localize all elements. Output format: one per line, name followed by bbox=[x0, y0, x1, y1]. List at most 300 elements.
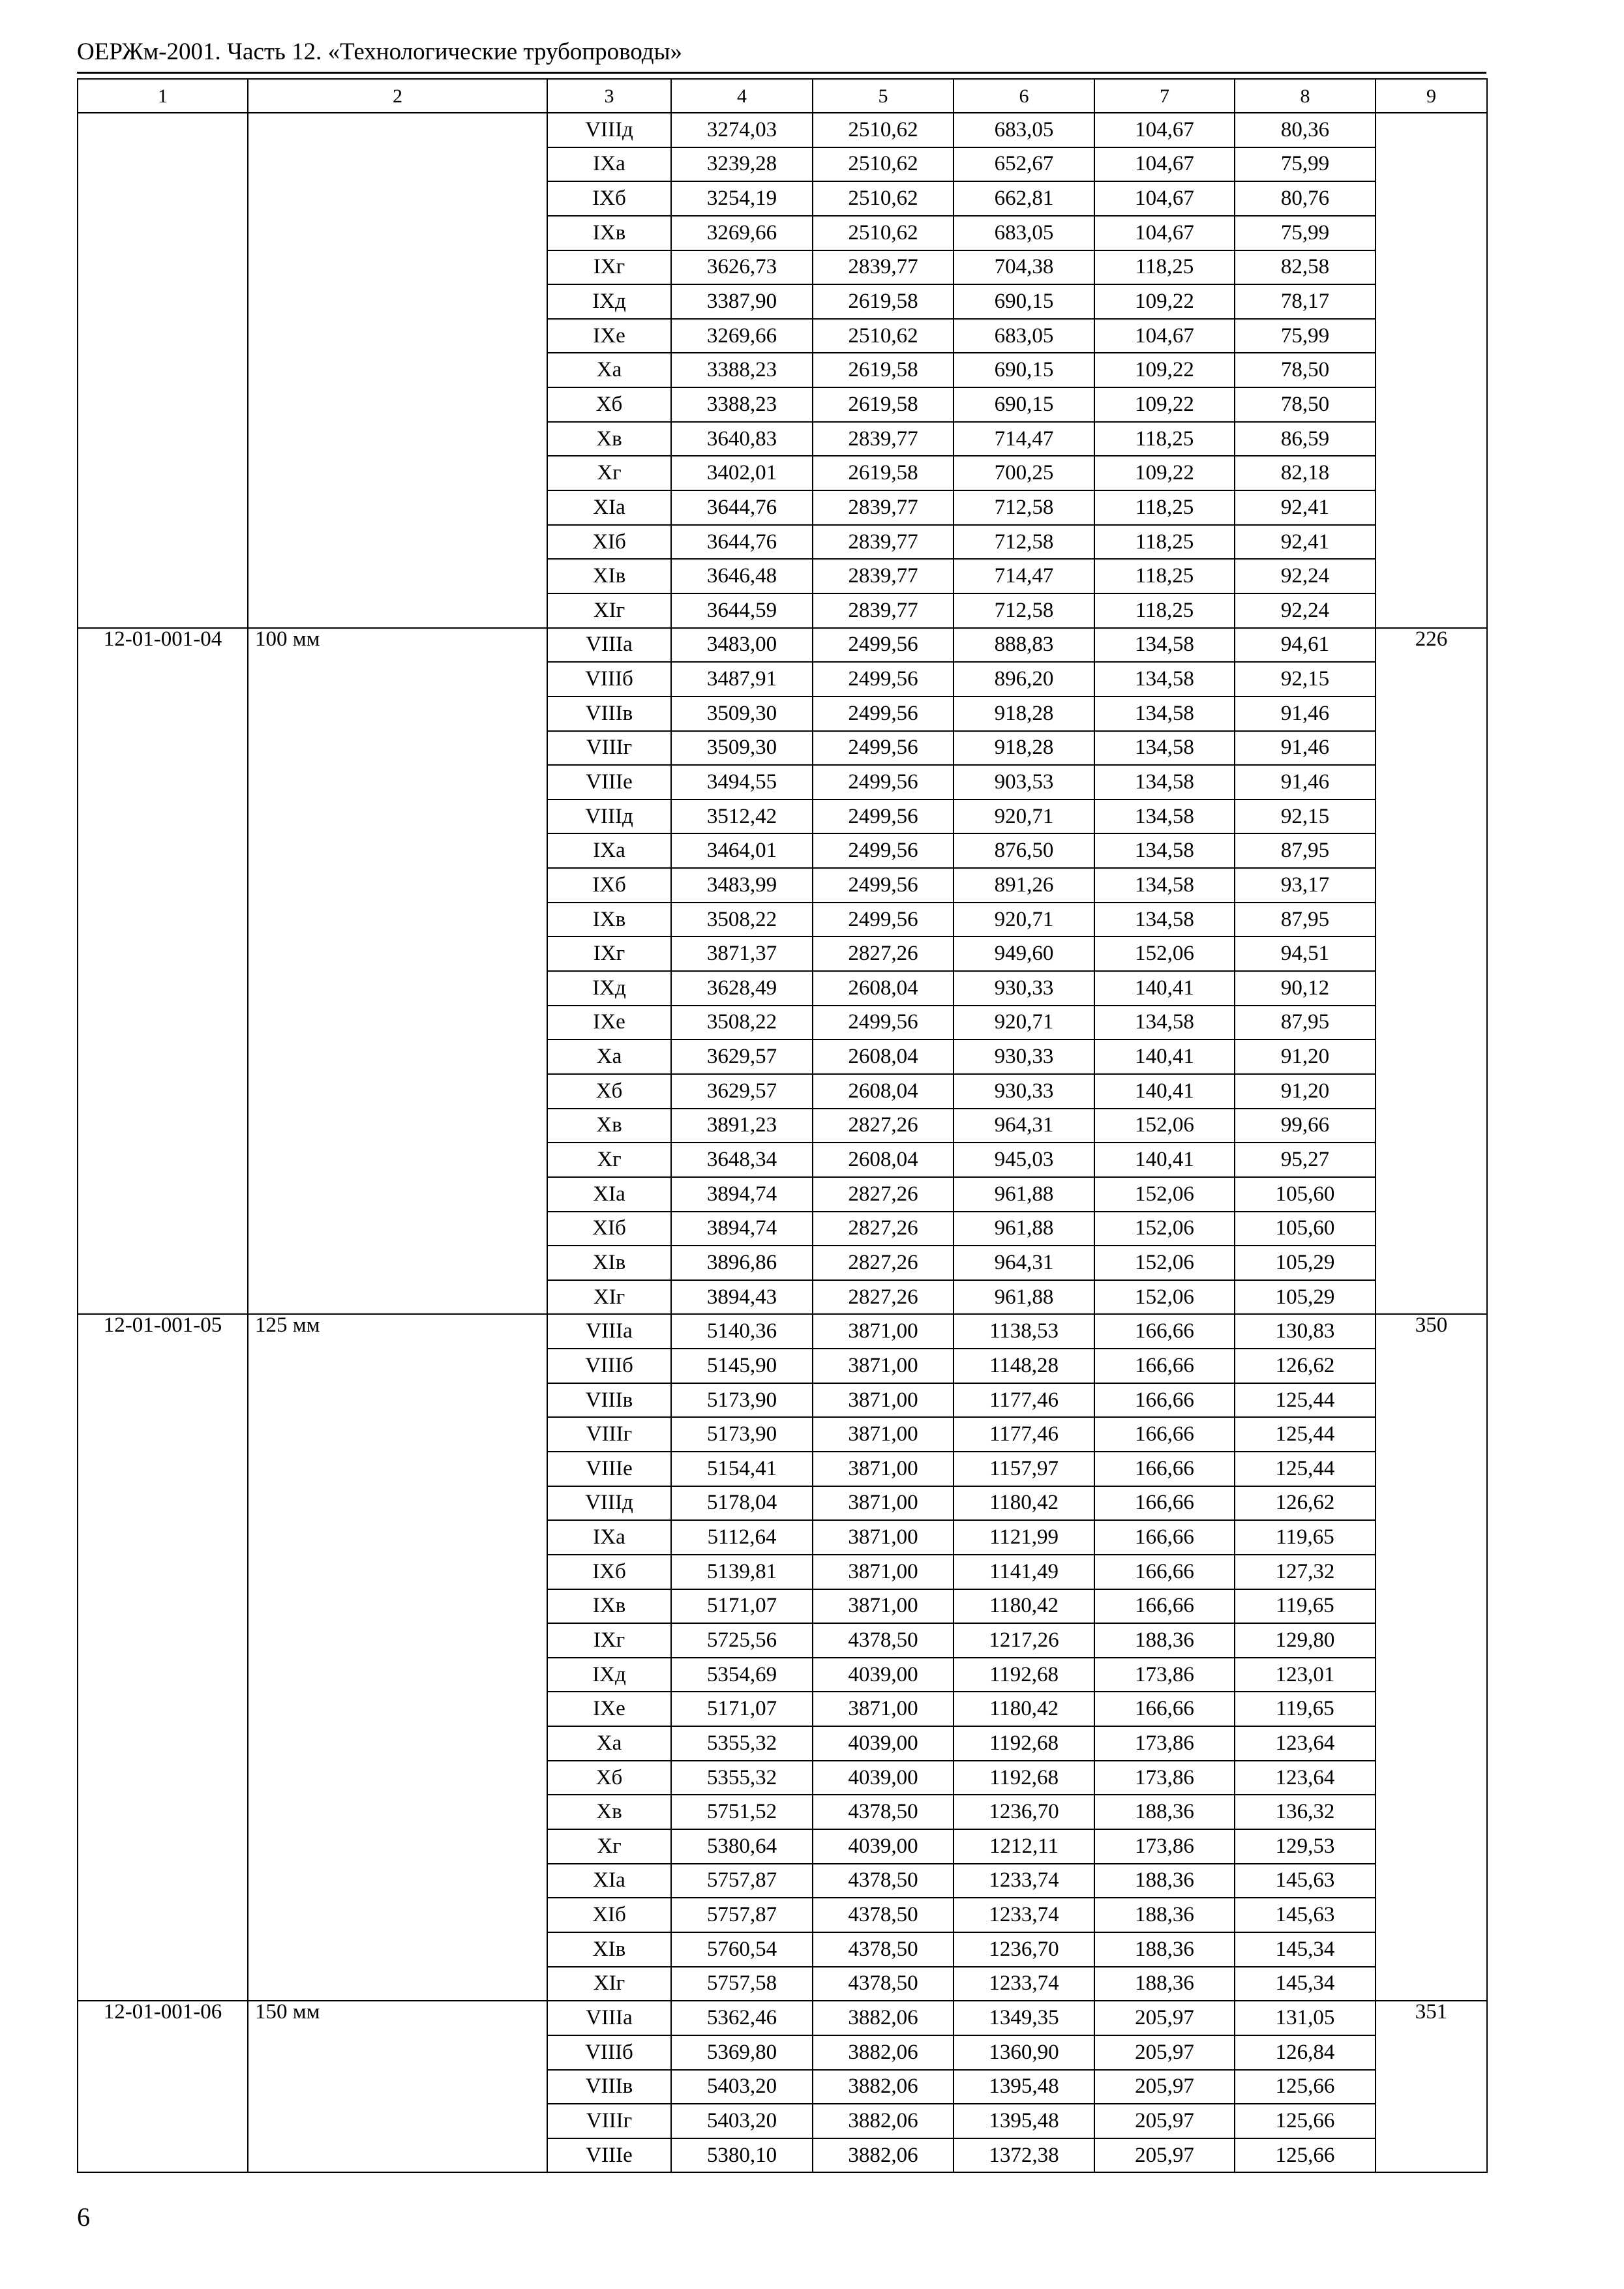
value-cell-col6: 1236,70 bbox=[954, 1932, 1094, 1967]
value-cell-col8: 92,24 bbox=[1235, 593, 1376, 628]
value-cell-col8: 145,34 bbox=[1235, 1932, 1376, 1967]
value-cell-col7: 104,67 bbox=[1094, 147, 1235, 182]
value-cell-col5: 2839,77 bbox=[813, 422, 954, 456]
value-cell-col6: 1192,68 bbox=[954, 1726, 1094, 1761]
value-cell-col7: 188,36 bbox=[1094, 1932, 1235, 1967]
rate-code-cell bbox=[78, 1417, 248, 1452]
value-cell-col6: 1217,26 bbox=[954, 1623, 1094, 1658]
zone-cell: IXв bbox=[547, 903, 671, 937]
zone-cell: Xг bbox=[547, 1143, 671, 1177]
table-row bbox=[78, 2035, 1487, 2070]
value-cell-col8: 90,12 bbox=[1235, 971, 1376, 1006]
rate-code-cell bbox=[78, 1143, 248, 1177]
value-cell-col5: 4378,50 bbox=[813, 1932, 954, 1967]
value-cell-col7: 152,06 bbox=[1094, 936, 1235, 971]
value-cell-col5: 2510,62 bbox=[813, 147, 954, 182]
value-cell-col8: 86,59 bbox=[1235, 422, 1376, 456]
value-cell-col7: 109,22 bbox=[1094, 456, 1235, 490]
value-cell-col9 bbox=[1376, 1761, 1487, 1795]
value-cell-col9 bbox=[1376, 1452, 1487, 1486]
value-cell-col6: 714,47 bbox=[954, 559, 1094, 593]
page-header-title: ОЕРЖм-2001. Часть 12. «Технологические трубопроводы» bbox=[77, 38, 682, 65]
rate-code-cell bbox=[78, 1589, 248, 1624]
value-cell-col6: 1233,74 bbox=[954, 1864, 1094, 1898]
value-cell-col5: 2839,77 bbox=[813, 490, 954, 525]
value-cell-col6: 964,31 bbox=[954, 1109, 1094, 1143]
value-cell-col5: 4039,00 bbox=[813, 1726, 954, 1761]
pipe-diameter-cell bbox=[248, 422, 547, 456]
value-cell-col8: 129,53 bbox=[1235, 1829, 1376, 1864]
value-cell-col5: 2839,77 bbox=[813, 525, 954, 560]
value-cell-col4: 3648,34 bbox=[671, 1143, 813, 1177]
zone-cell: XIв bbox=[547, 1246, 671, 1280]
rate-code-cell bbox=[78, 1520, 248, 1555]
value-cell-col4: 3646,48 bbox=[671, 559, 813, 593]
table-row bbox=[78, 868, 1487, 903]
pipe-diameter-cell bbox=[248, 147, 547, 182]
rate-code-cell bbox=[78, 2035, 248, 2070]
rate-code-cell bbox=[78, 1692, 248, 1726]
value-cell-col4: 3508,22 bbox=[671, 903, 813, 937]
value-cell-col8: 92,41 bbox=[1235, 490, 1376, 525]
pipe-diameter-cell bbox=[248, 1967, 547, 2001]
value-cell-col5: 2619,58 bbox=[813, 353, 954, 387]
value-cell-col5: 2827,26 bbox=[813, 1109, 954, 1143]
value-cell-col9: 351 bbox=[1376, 2001, 1487, 2035]
value-cell-col5: 3871,00 bbox=[813, 1417, 954, 1452]
zone-cell: VIIIв bbox=[547, 696, 671, 731]
rate-code-cell bbox=[78, 387, 248, 422]
pipe-diameter-cell bbox=[248, 2104, 547, 2138]
value-cell-col8: 82,18 bbox=[1235, 456, 1376, 490]
zone-cell: Xв bbox=[547, 1109, 671, 1143]
rate-code-cell bbox=[78, 1898, 248, 1932]
zone-cell: XIб bbox=[547, 1898, 671, 1932]
pipe-diameter-cell bbox=[248, 696, 547, 731]
pipe-diameter-cell bbox=[248, 936, 547, 971]
value-cell-col9 bbox=[1376, 387, 1487, 422]
value-cell-col6: 1180,42 bbox=[954, 1589, 1094, 1624]
rate-code-cell bbox=[78, 1074, 248, 1109]
value-cell-col5: 3882,06 bbox=[813, 2001, 954, 2035]
value-cell-col5: 2499,56 bbox=[813, 696, 954, 731]
value-cell-col7: 166,66 bbox=[1094, 1314, 1235, 1349]
value-cell-col6: 945,03 bbox=[954, 1143, 1094, 1177]
value-cell-col5: 4039,00 bbox=[813, 1658, 954, 1692]
value-cell-col7: 205,97 bbox=[1094, 2035, 1235, 2070]
value-cell-col9 bbox=[1376, 1177, 1487, 1212]
value-cell-col9 bbox=[1376, 525, 1487, 560]
rate-code-cell bbox=[78, 1452, 248, 1486]
value-cell-col4: 5140,36 bbox=[671, 1314, 813, 1349]
value-cell-col8: 92,24 bbox=[1235, 559, 1376, 593]
value-cell-col7: 134,58 bbox=[1094, 662, 1235, 696]
value-cell-col5: 2499,56 bbox=[813, 731, 954, 766]
value-cell-col7: 140,41 bbox=[1094, 1143, 1235, 1177]
pipe-diameter-cell bbox=[248, 971, 547, 1006]
value-cell-col5: 2608,04 bbox=[813, 1040, 954, 1074]
pipe-diameter-cell bbox=[248, 1555, 547, 1589]
zone-cell: IXб bbox=[547, 181, 671, 216]
value-cell-col7: 134,58 bbox=[1094, 765, 1235, 800]
value-cell-col8: 91,20 bbox=[1235, 1040, 1376, 1074]
rate-code-cell bbox=[78, 936, 248, 971]
rate-code-cell: 12-01-001-05 bbox=[78, 1314, 248, 1349]
pipe-diameter-cell bbox=[248, 319, 547, 353]
zone-cell: IXг bbox=[547, 936, 671, 971]
value-cell-col7: 188,36 bbox=[1094, 1864, 1235, 1898]
value-cell-col9 bbox=[1376, 1383, 1487, 1418]
zone-cell: IXд bbox=[547, 1658, 671, 1692]
value-cell-col9 bbox=[1376, 319, 1487, 353]
value-cell-col8: 125,44 bbox=[1235, 1417, 1376, 1452]
zone-cell: IXа bbox=[547, 147, 671, 182]
value-cell-col5: 3871,00 bbox=[813, 1383, 954, 1418]
pipe-diameter-cell bbox=[248, 1177, 547, 1212]
pipe-diameter-cell bbox=[248, 1932, 547, 1967]
zone-cell: XIа bbox=[547, 1177, 671, 1212]
zone-cell: XIг bbox=[547, 1280, 671, 1315]
value-cell-col4: 3509,30 bbox=[671, 731, 813, 766]
value-cell-col6: 683,05 bbox=[954, 216, 1094, 250]
value-cell-col7: 109,22 bbox=[1094, 387, 1235, 422]
value-cell-col6: 1349,35 bbox=[954, 2001, 1094, 2035]
value-cell-col6: 903,53 bbox=[954, 765, 1094, 800]
zone-cell: VIIIа bbox=[547, 1314, 671, 1349]
zone-cell: Xг bbox=[547, 456, 671, 490]
pipe-diameter-cell bbox=[248, 490, 547, 525]
table-row bbox=[78, 2104, 1487, 2138]
value-cell-col9 bbox=[1376, 1040, 1487, 1074]
table-row bbox=[78, 1417, 1487, 1452]
value-cell-col7: 188,36 bbox=[1094, 1623, 1235, 1658]
zone-cell: XIа bbox=[547, 490, 671, 525]
value-cell-col7: 118,25 bbox=[1094, 559, 1235, 593]
value-cell-col7: 134,58 bbox=[1094, 1006, 1235, 1040]
value-cell-col6: 1177,46 bbox=[954, 1383, 1094, 1418]
column-header: 5 bbox=[813, 79, 954, 113]
table-row bbox=[78, 113, 1487, 147]
column-header: 8 bbox=[1235, 79, 1376, 113]
value-cell-col4: 5171,07 bbox=[671, 1589, 813, 1624]
value-cell-col7: 134,58 bbox=[1094, 833, 1235, 868]
value-cell-col8: 126,62 bbox=[1235, 1349, 1376, 1383]
value-cell-col4: 5403,20 bbox=[671, 2104, 813, 2138]
value-cell-col8: 94,61 bbox=[1235, 628, 1376, 663]
value-cell-col6: 918,28 bbox=[954, 731, 1094, 766]
value-cell-col6: 1212,11 bbox=[954, 1829, 1094, 1864]
pipe-diameter-cell bbox=[248, 284, 547, 319]
value-cell-col6: 1180,42 bbox=[954, 1486, 1094, 1521]
rate-code-cell bbox=[78, 353, 248, 387]
value-cell-col7: 152,06 bbox=[1094, 1212, 1235, 1246]
value-cell-col7: 140,41 bbox=[1094, 1074, 1235, 1109]
value-cell-col4: 3644,76 bbox=[671, 525, 813, 560]
column-header: 6 bbox=[954, 79, 1094, 113]
value-cell-col7: 134,58 bbox=[1094, 731, 1235, 766]
table-row bbox=[78, 1006, 1487, 1040]
value-cell-col6: 1177,46 bbox=[954, 1417, 1094, 1452]
value-cell-col9 bbox=[1376, 731, 1487, 766]
zone-cell: XIб bbox=[547, 525, 671, 560]
value-cell-col5: 2827,26 bbox=[813, 1177, 954, 1212]
value-cell-col6: 1141,49 bbox=[954, 1555, 1094, 1589]
table-row bbox=[78, 1829, 1487, 1864]
table-row bbox=[78, 800, 1487, 834]
value-cell-col6: 1236,70 bbox=[954, 1795, 1094, 1829]
value-cell-col7: 205,97 bbox=[1094, 2104, 1235, 2138]
value-cell-col9 bbox=[1376, 1692, 1487, 1726]
pipe-diameter-cell bbox=[248, 731, 547, 766]
value-cell-col7: 205,97 bbox=[1094, 2138, 1235, 2173]
value-cell-col4: 3269,66 bbox=[671, 319, 813, 353]
value-cell-col4: 5757,87 bbox=[671, 1864, 813, 1898]
value-cell-col5: 2499,56 bbox=[813, 1006, 954, 1040]
value-cell-col4: 3628,49 bbox=[671, 971, 813, 1006]
table-row bbox=[78, 525, 1487, 560]
value-cell-col6: 1395,48 bbox=[954, 2104, 1094, 2138]
value-cell-col8: 129,80 bbox=[1235, 1623, 1376, 1658]
value-cell-col7: 152,06 bbox=[1094, 1280, 1235, 1315]
value-cell-col8: 94,51 bbox=[1235, 936, 1376, 971]
value-cell-col4: 3894,43 bbox=[671, 1280, 813, 1315]
value-cell-col6: 1192,68 bbox=[954, 1658, 1094, 1692]
value-cell-col5: 2827,26 bbox=[813, 1280, 954, 1315]
value-cell-col4: 3896,86 bbox=[671, 1246, 813, 1280]
zone-cell: Xа bbox=[547, 353, 671, 387]
value-cell-col9: 226 bbox=[1376, 628, 1487, 663]
value-cell-col9 bbox=[1376, 1658, 1487, 1692]
zone-cell: VIIIб bbox=[547, 1349, 671, 1383]
value-cell-col8: 105,60 bbox=[1235, 1177, 1376, 1212]
value-cell-col6: 712,58 bbox=[954, 525, 1094, 560]
value-cell-col5: 2608,04 bbox=[813, 1074, 954, 1109]
column-header: 3 bbox=[547, 79, 671, 113]
value-cell-col8: 95,27 bbox=[1235, 1143, 1376, 1177]
value-cell-col7: 118,25 bbox=[1094, 593, 1235, 628]
value-cell-col5: 2499,56 bbox=[813, 662, 954, 696]
value-cell-col8: 119,65 bbox=[1235, 1692, 1376, 1726]
value-cell-col4: 3894,74 bbox=[671, 1177, 813, 1212]
value-cell-col4: 5725,56 bbox=[671, 1623, 813, 1658]
value-cell-col9 bbox=[1376, 936, 1487, 971]
table-row bbox=[78, 559, 1487, 593]
value-cell-col6: 1157,97 bbox=[954, 1452, 1094, 1486]
value-cell-col7: 173,86 bbox=[1094, 1829, 1235, 1864]
value-cell-col4: 3483,00 bbox=[671, 628, 813, 663]
value-cell-col7: 104,67 bbox=[1094, 216, 1235, 250]
value-cell-col7: 166,66 bbox=[1094, 1452, 1235, 1486]
value-cell-col8: 99,66 bbox=[1235, 1109, 1376, 1143]
pipe-diameter-cell bbox=[248, 662, 547, 696]
pipe-diameter-cell bbox=[248, 1074, 547, 1109]
rate-code-cell bbox=[78, 1212, 248, 1246]
zone-cell: VIIIд bbox=[547, 800, 671, 834]
value-cell-col7: 205,97 bbox=[1094, 2001, 1235, 2035]
value-cell-col9: 350 bbox=[1376, 1314, 1487, 1349]
value-cell-col4: 3487,91 bbox=[671, 662, 813, 696]
pipe-diameter-cell bbox=[248, 1452, 547, 1486]
value-cell-col9 bbox=[1376, 422, 1487, 456]
value-cell-col8: 123,64 bbox=[1235, 1726, 1376, 1761]
pipe-diameter-cell bbox=[248, 113, 547, 147]
value-cell-col7: 109,22 bbox=[1094, 284, 1235, 319]
value-cell-col7: 109,22 bbox=[1094, 353, 1235, 387]
pipe-diameter-cell bbox=[248, 1623, 547, 1658]
pipe-diameter-cell bbox=[248, 1692, 547, 1726]
value-cell-col7: 188,36 bbox=[1094, 1967, 1235, 2001]
rate-code-cell bbox=[78, 2070, 248, 2104]
value-cell-col8: 91,46 bbox=[1235, 696, 1376, 731]
table-row bbox=[78, 1074, 1487, 1109]
value-cell-col8: 145,34 bbox=[1235, 1967, 1376, 2001]
zone-cell: XIа bbox=[547, 1864, 671, 1898]
pipe-diameter-cell bbox=[248, 1349, 547, 1383]
table-row bbox=[78, 971, 1487, 1006]
value-cell-col4: 3388,23 bbox=[671, 387, 813, 422]
value-cell-col5: 2499,56 bbox=[813, 833, 954, 868]
table-row bbox=[78, 1589, 1487, 1624]
value-cell-col9 bbox=[1376, 113, 1487, 147]
rate-code-cell bbox=[78, 2104, 248, 2138]
pipe-diameter-cell: 125 мм bbox=[248, 1314, 547, 1349]
table-row bbox=[78, 1761, 1487, 1795]
value-cell-col9 bbox=[1376, 2104, 1487, 2138]
table-row bbox=[78, 1212, 1487, 1246]
value-cell-col6: 930,33 bbox=[954, 1040, 1094, 1074]
value-cell-col4: 5139,81 bbox=[671, 1555, 813, 1589]
value-cell-col9 bbox=[1376, 1726, 1487, 1761]
table-row bbox=[78, 1692, 1487, 1726]
value-cell-col8: 75,99 bbox=[1235, 216, 1376, 250]
value-cell-col9 bbox=[1376, 1864, 1487, 1898]
value-cell-col6: 1192,68 bbox=[954, 1761, 1094, 1795]
zone-cell: IXд bbox=[547, 284, 671, 319]
value-cell-col9 bbox=[1376, 181, 1487, 216]
pipe-diameter-cell bbox=[248, 1795, 547, 1829]
table-row bbox=[78, 1349, 1487, 1383]
value-cell-col8: 125,44 bbox=[1235, 1452, 1376, 1486]
rate-code-cell bbox=[78, 490, 248, 525]
zone-cell: IXг bbox=[547, 1623, 671, 1658]
value-cell-col9 bbox=[1376, 800, 1487, 834]
rate-code-cell bbox=[78, 1383, 248, 1418]
value-cell-col4: 5757,58 bbox=[671, 1967, 813, 2001]
value-cell-col5: 4378,50 bbox=[813, 1623, 954, 1658]
value-cell-col4: 3629,57 bbox=[671, 1040, 813, 1074]
value-cell-col8: 92,41 bbox=[1235, 525, 1376, 560]
zone-cell: IXе bbox=[547, 1006, 671, 1040]
rate-code-cell bbox=[78, 1280, 248, 1315]
value-cell-col5: 3871,00 bbox=[813, 1520, 954, 1555]
zone-cell: Xа bbox=[547, 1040, 671, 1074]
zone-cell: XIг bbox=[547, 593, 671, 628]
table-row bbox=[78, 1795, 1487, 1829]
value-cell-col5: 3871,00 bbox=[813, 1486, 954, 1521]
column-header: 2 bbox=[248, 79, 547, 113]
rate-code-cell bbox=[78, 1040, 248, 1074]
value-cell-col4: 3894,74 bbox=[671, 1212, 813, 1246]
rate-code-cell bbox=[78, 1726, 248, 1761]
zone-cell: Xб bbox=[547, 1074, 671, 1109]
pipe-diameter-cell bbox=[248, 1143, 547, 1177]
table-row bbox=[78, 1452, 1487, 1486]
value-cell-col5: 3871,00 bbox=[813, 1589, 954, 1624]
value-cell-col6: 1233,74 bbox=[954, 1967, 1094, 2001]
pipe-diameter-cell bbox=[248, 1212, 547, 1246]
value-cell-col5: 2839,77 bbox=[813, 593, 954, 628]
rate-code-cell bbox=[78, 422, 248, 456]
zone-cell: XIв bbox=[547, 1932, 671, 1967]
value-cell-col5: 2619,58 bbox=[813, 387, 954, 422]
table-row bbox=[78, 1658, 1487, 1692]
value-cell-col9 bbox=[1376, 250, 1487, 285]
value-cell-col7: 166,66 bbox=[1094, 1692, 1235, 1726]
value-cell-col5: 2510,62 bbox=[813, 181, 954, 216]
value-cell-col4: 5757,87 bbox=[671, 1898, 813, 1932]
header-rule bbox=[77, 72, 1486, 74]
table-row bbox=[78, 1246, 1487, 1280]
value-cell-col8: 92,15 bbox=[1235, 662, 1376, 696]
value-cell-col6: 690,15 bbox=[954, 353, 1094, 387]
value-cell-col7: 140,41 bbox=[1094, 971, 1235, 1006]
zone-cell: VIIIд bbox=[547, 113, 671, 147]
pipe-diameter-cell bbox=[248, 868, 547, 903]
value-cell-col8: 126,62 bbox=[1235, 1486, 1376, 1521]
value-cell-col8: 82,58 bbox=[1235, 250, 1376, 285]
zone-cell: VIIIа bbox=[547, 2001, 671, 2035]
zone-cell: IXв bbox=[547, 216, 671, 250]
pipe-diameter-cell: 100 мм bbox=[248, 628, 547, 663]
value-cell-col7: 104,67 bbox=[1094, 113, 1235, 147]
value-cell-col6: 888,83 bbox=[954, 628, 1094, 663]
table-row bbox=[78, 387, 1487, 422]
table-row bbox=[78, 1486, 1487, 1521]
value-cell-col8: 131,05 bbox=[1235, 2001, 1376, 2035]
value-cell-col7: 166,66 bbox=[1094, 1349, 1235, 1383]
rates-table bbox=[77, 78, 1488, 2173]
table-row bbox=[78, 147, 1487, 182]
pipe-diameter-cell bbox=[248, 1520, 547, 1555]
value-cell-col6: 1121,99 bbox=[954, 1520, 1094, 1555]
value-cell-col8: 91,20 bbox=[1235, 1074, 1376, 1109]
pipe-diameter-cell bbox=[248, 456, 547, 490]
value-cell-col6: 930,33 bbox=[954, 971, 1094, 1006]
zone-cell: IXб bbox=[547, 868, 671, 903]
value-cell-col7: 140,41 bbox=[1094, 1040, 1235, 1074]
value-cell-col5: 2827,26 bbox=[813, 1212, 954, 1246]
value-cell-col8: 91,46 bbox=[1235, 731, 1376, 766]
pipe-diameter-cell bbox=[248, 2070, 547, 2104]
value-cell-col9 bbox=[1376, 1109, 1487, 1143]
value-cell-col9 bbox=[1376, 1486, 1487, 1521]
value-cell-col7: 118,25 bbox=[1094, 525, 1235, 560]
value-cell-col7: 118,25 bbox=[1094, 422, 1235, 456]
value-cell-col4: 5178,04 bbox=[671, 1486, 813, 1521]
zone-cell: Xг bbox=[547, 1829, 671, 1864]
value-cell-col8: 130,83 bbox=[1235, 1314, 1376, 1349]
value-cell-col5: 2499,56 bbox=[813, 765, 954, 800]
value-cell-col8: 75,99 bbox=[1235, 147, 1376, 182]
value-cell-col9 bbox=[1376, 1006, 1487, 1040]
value-cell-col5: 2499,56 bbox=[813, 628, 954, 663]
value-cell-col6: 662,81 bbox=[954, 181, 1094, 216]
column-number-row bbox=[78, 79, 1487, 113]
table-row bbox=[78, 1898, 1487, 1932]
value-cell-col7: 134,58 bbox=[1094, 696, 1235, 731]
value-cell-col8: 80,76 bbox=[1235, 181, 1376, 216]
value-cell-col6: 1395,48 bbox=[954, 2070, 1094, 2104]
